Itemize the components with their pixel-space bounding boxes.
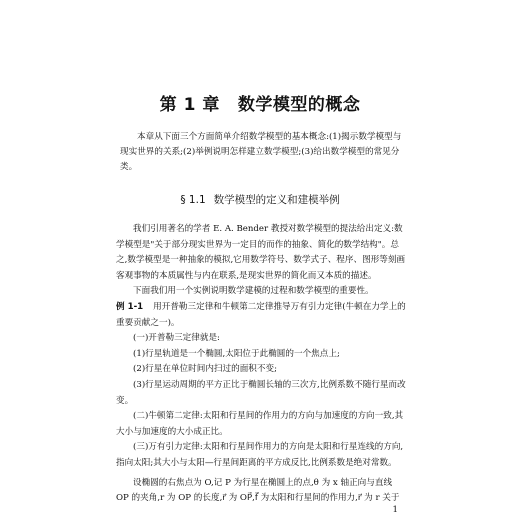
example-text: 用开普勒三定律和牛顿第二定律推导万有引力定律(牛顿在力学上的重要贡献之一)。 — [116, 301, 406, 328]
example-paragraph — [116, 300, 406, 331]
gravitation-law: (三)万有引力定律:太阳和行星间作用力的方向是太阳和行星连线的方向,指向太阳;其大小与太阳—行星间距离的平方成反比,比例系数是绝对常数。 — [116, 442, 404, 468]
page-number: 1 — [392, 505, 398, 515]
section-name: 数学模型的定义和建模举例 — [213, 194, 340, 206]
setup-paragraph: 设椭圆的右焦点为 O,记 P 为行星在椭圆上的点,θ 为 x 轴正向与直线 OP 的夹角,r 为 OP 的长度,r⃗ 为 OP⃗,f⃗ 为太阳和行星间的作用力,r⃗ 为 r 关于 — [116, 477, 400, 504]
kepler-law-3: (3)行星运动周期的平方正比于椭圆长轴的三次方,比例系数不随行星而改变。 — [116, 379, 406, 406]
chapter-intro — [120, 130, 402, 175]
section-body — [116, 222, 406, 507]
example-intro-paragraph: 下面我们用一个实例说明数学建模的过程和数学模型的重要性。 — [133, 286, 374, 297]
chapter-name: 数学模型的概念 — [237, 95, 361, 115]
newton-second-law: (二)牛顿第二定律:太阳和行星间的作用力的方向与加速度的方向一致,其大小与加速度的大小成正比。 — [116, 411, 404, 437]
section-number: § 1.1 — [180, 194, 206, 206]
section-title — [0, 192, 520, 207]
chapter-label: 第 1 章 — [159, 95, 220, 115]
chapter-title — [0, 90, 520, 115]
kepler-law-1: (1)行星轨道是一个椭圆,太阳位于此椭圆的一个焦点上; — [133, 348, 340, 359]
example-label: 例 1-1 — [116, 301, 144, 312]
intro-paragraph: 本章从下面三个方面简单介绍数学模型的基本概念:(1)揭示数学模型与现实世界的关系;(2)举例说明怎样建立数学模型;(3)给出数学模型的常见分类。 — [120, 132, 402, 172]
definition-paragraph: 我们引用著名的学者 E. A. Bender 教授对数学模型的提法给出定义:数学模型是"关于部分现实世界为一定目的而作的抽象、简化的数学结构"。总之,数学模型是一种抽象的模拟,它用数学符号、数学式子、程序、图形等刻画客观事物的本质属性与内在联系,是现实世界的简化而又本质的描述。 — [116, 224, 406, 281]
kepler-law-2: (2)行星在单位时间内扫过的面积不变; — [133, 364, 277, 375]
kepler-laws-heading: (一)开普勒三定律就是: — [133, 333, 220, 344]
